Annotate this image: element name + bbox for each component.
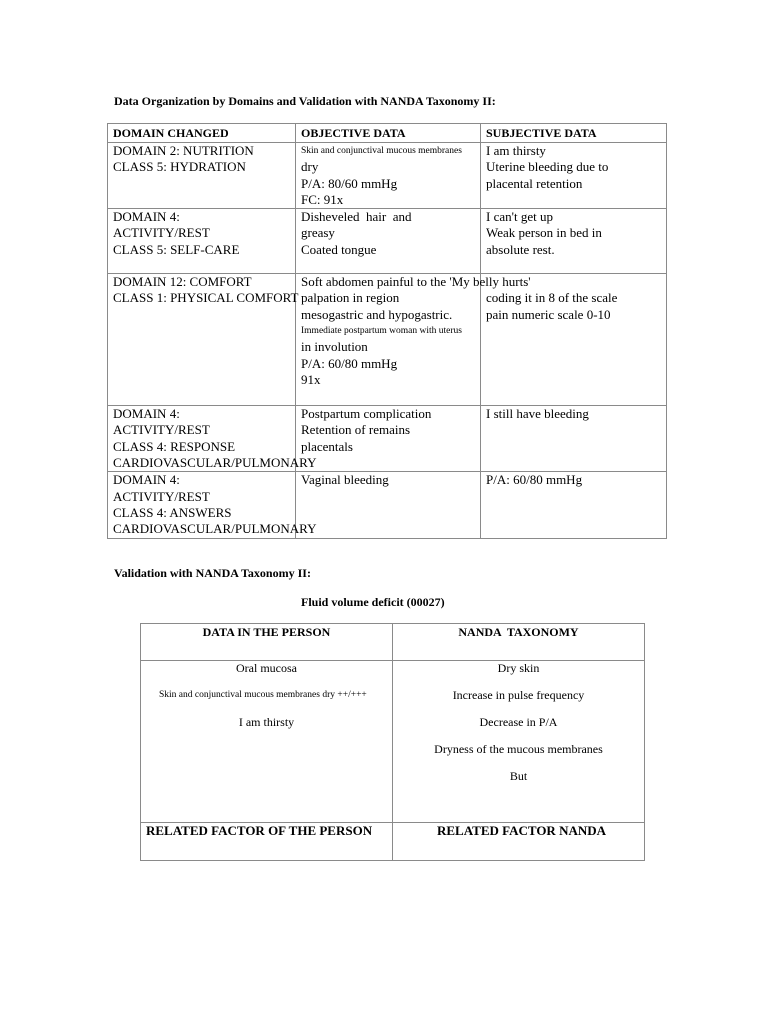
subjective-cell: I still have bleeding <box>481 406 667 472</box>
related-factor-person-cell: RELATED FACTOR OF THE PERSON <box>141 823 393 861</box>
table-row <box>108 143 667 209</box>
subjective-cell: P/A: 60/80 mmHg <box>481 472 667 538</box>
domain-cell: DOMAIN 12: COMFORT CLASS 1: PHYSICAL COMFORT <box>108 274 296 406</box>
table-header-row <box>108 124 667 143</box>
section-heading-validation: Validation with NANDA Taxonomy II: <box>114 566 311 580</box>
objective-cell: Disheveled hair and greasy Coated tongue <box>296 209 481 274</box>
domains-table <box>107 123 667 539</box>
header-domain-changed: DOMAIN CHANGED <box>108 124 296 143</box>
diagnosis-title: Fluid volume deficit (00027) <box>301 595 445 609</box>
objective-cell: Soft abdomen painful to the 'My belly hurts' palpation in region mesogastric and hypogastric. Immediate postpartum woman with uterus in involution P/A: 60/80 mmHg 91x <box>296 274 481 406</box>
person-data-cell: Oral mucosa Skin and conjunctival mucous membranes dry ++/+++ I am thirsty <box>141 661 393 823</box>
table-footer-row <box>141 823 645 861</box>
domain-cell: DOMAIN 4: ACTIVITY/REST CLASS 5: SELF-CARE <box>108 209 296 274</box>
table-header-row <box>141 624 645 661</box>
table-row <box>108 472 667 538</box>
table-row <box>108 209 667 274</box>
domain-cell: DOMAIN 4: ACTIVITY/REST CLASS 4: ANSWERS CARDIOVASCULAR/PULMONARY <box>108 472 296 538</box>
subjective-cell: coding it in 8 of the scale pain numeric scale 0-10 <box>481 274 667 406</box>
domain-cell: DOMAIN 2: NUTRITION CLASS 5: HYDRATION <box>108 143 296 209</box>
objective-cell: Skin and conjunctival mucous membranes dry P/A: 80/60 mmHg FC: 91x <box>296 143 481 209</box>
table-row <box>141 661 645 823</box>
section-heading-data-organization: Data Organization by Domains and Validation with NANDA Taxonomy II: <box>114 94 496 108</box>
header-objective-data: OBJECTIVE DATA <box>296 124 481 143</box>
header-subjective-data: SUBJECTIVE DATA <box>481 124 667 143</box>
nanda-data-cell: Dry skin Increase in pulse frequency Decrease in P/A Dryness of the mucous membranes But <box>393 661 645 823</box>
subjective-cell: I can't get up Weak person in bed in absolute rest. <box>481 209 667 274</box>
nanda-validation-table <box>140 623 645 861</box>
table-row <box>108 274 667 406</box>
header-nanda-taxonomy: NANDA TAXONOMY <box>393 624 645 661</box>
subjective-cell: I am thirsty Uterine bleeding due to placental retention <box>481 143 667 209</box>
related-factor-nanda-cell: RELATED FACTOR NANDA <box>393 823 645 861</box>
objective-cell: Vaginal bleeding <box>296 472 481 538</box>
domain-cell: DOMAIN 4: ACTIVITY/REST CLASS 4: RESPONSE CARDIOVASCULAR/PULMONARY <box>108 406 296 472</box>
table-row <box>108 406 667 472</box>
objective-cell: Postpartum complication Retention of remains placentals <box>296 406 481 472</box>
header-data-in-person: DATA IN THE PERSON <box>141 624 393 661</box>
